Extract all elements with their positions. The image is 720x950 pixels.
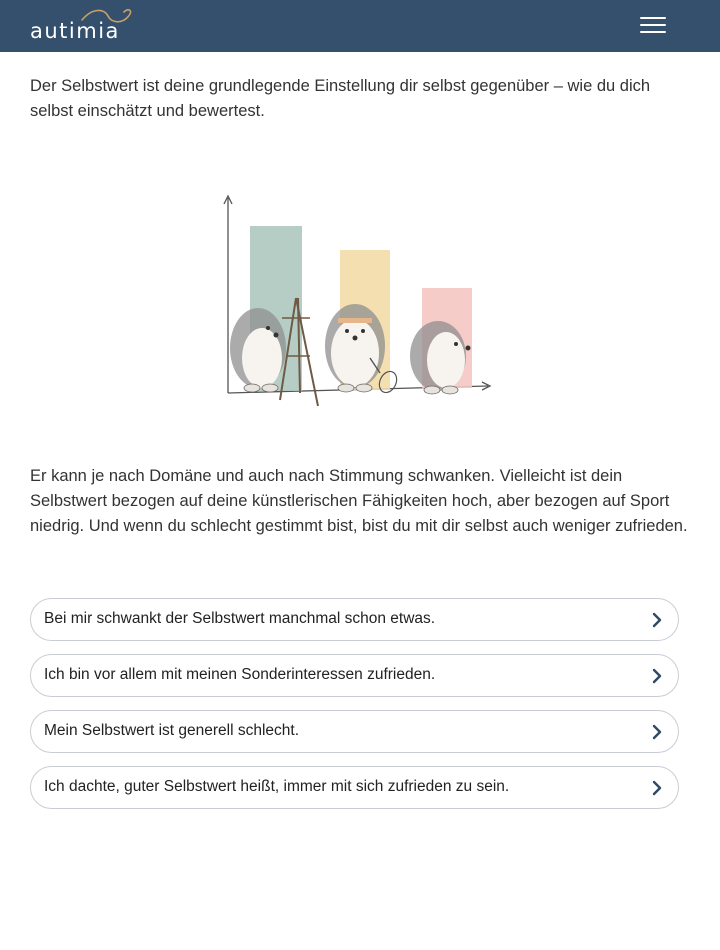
answer-option[interactable] bbox=[30, 598, 679, 641]
intro-paragraph: Der Selbstwert ist deine grundlegende Einstellung dir selbst gegenüber – wie du dich selbst einschätzt und bewertest. bbox=[30, 77, 651, 120]
chevron-right-icon bbox=[650, 724, 664, 740]
answer-option[interactable] bbox=[30, 710, 679, 753]
chevron-right-icon bbox=[650, 668, 664, 684]
answer-option-label: Ich bin vor allem mit meinen Sonderinteressen zufrieden. bbox=[44, 666, 436, 683]
answer-option-label: Mein Selbstwert ist generell schlecht. bbox=[44, 722, 300, 739]
logo-text: autimia bbox=[30, 19, 120, 43]
chevron-right-icon bbox=[650, 612, 664, 628]
answer-option[interactable] bbox=[30, 766, 679, 809]
answer-option[interactable] bbox=[30, 654, 679, 697]
answer-option-label: Bei mir schwankt der Selbstwert manchmal schon etwas. bbox=[44, 610, 436, 627]
hamburger-menu-icon[interactable] bbox=[640, 14, 666, 36]
autimia-logo[interactable] bbox=[30, 8, 140, 44]
top-navigation-bar bbox=[0, 0, 720, 52]
chevron-right-icon bbox=[650, 780, 664, 796]
answer-option-label: Ich dachte, guter Selbstwert heißt, immer mit sich zufrieden zu sein. bbox=[44, 778, 510, 795]
hedgehogs-bar-chart-illustration bbox=[210, 188, 500, 413]
answer-options bbox=[30, 598, 679, 822]
body-paragraph: Er kann je nach Domäne und auch nach Stimmung schwanken. Vielleicht ist dein Selbstwert bezogen auf deine künstlerischen Fähigkeiten hoch, aber bezogen auf Sport niedrig. Und wenn du schlecht gestimmt bist, bist du mit dir selbst auch weniger zufrieden. bbox=[30, 467, 688, 535]
